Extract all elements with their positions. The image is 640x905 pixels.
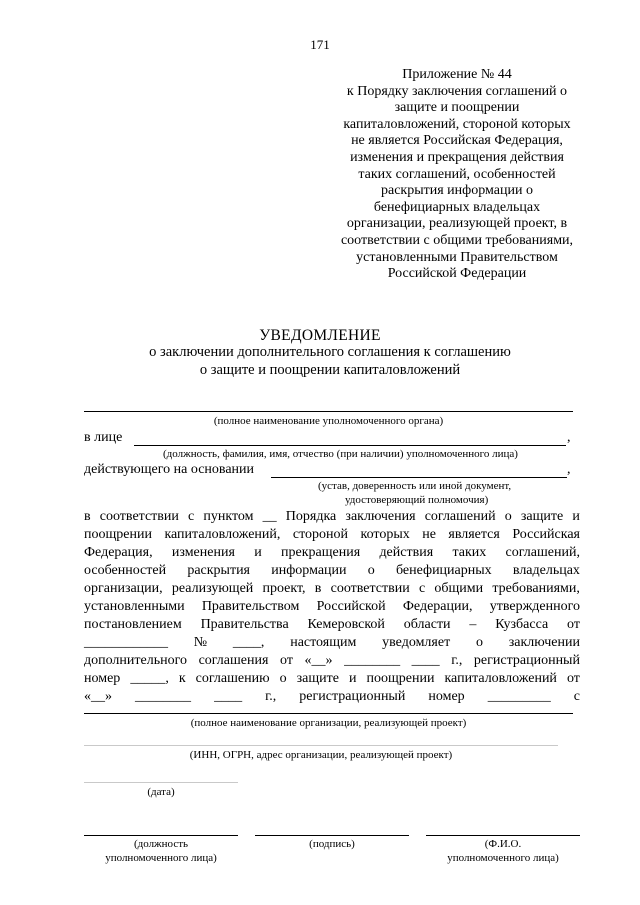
appendix-line: изменения и прекращения действия bbox=[350, 149, 564, 165]
appendix-line: организации, реализующей проект, в bbox=[346, 216, 568, 232]
body-word: постановлением bbox=[84, 617, 182, 632]
body-word: бенефициарных bbox=[395, 563, 492, 578]
body-word: области bbox=[403, 617, 451, 632]
basis-caption-2: удостоверяющий полномочия) bbox=[345, 494, 489, 506]
body-word: общими bbox=[434, 581, 484, 596]
body-line bbox=[84, 598, 580, 616]
body-word: ____, bbox=[232, 635, 265, 650]
fio-line[interactable] bbox=[426, 835, 580, 836]
body-word: регистрационный bbox=[299, 689, 406, 704]
body-word: Российская bbox=[512, 527, 580, 542]
date-caption: (дата) bbox=[147, 786, 175, 798]
body-word: в bbox=[84, 509, 91, 524]
body-word: и bbox=[254, 545, 262, 560]
body-word: ________ bbox=[344, 653, 401, 668]
appendix-line: соответствии с общими требованиями, bbox=[340, 232, 574, 248]
body-word: Правительством bbox=[201, 599, 300, 614]
authority-name-line[interactable] bbox=[84, 411, 573, 412]
body-word: информации bbox=[271, 563, 347, 578]
body-word: о bbox=[475, 635, 483, 650]
basis-caption-1: (устав, доверенность или иной документ, bbox=[318, 480, 512, 492]
body-word: реализующей bbox=[171, 581, 254, 596]
body-word: капиталовложений bbox=[444, 671, 557, 686]
body-word: «__» bbox=[84, 689, 112, 704]
body-word: г., bbox=[451, 653, 463, 668]
body-line bbox=[84, 652, 580, 670]
body-word: ____________ bbox=[84, 635, 168, 650]
fio-caption-1: (Ф.И.О. bbox=[484, 838, 522, 850]
organization-name-caption: (полное наименование организации, реализующей проект) bbox=[190, 717, 467, 729]
appendix-line: защите и поощрении bbox=[394, 100, 520, 116]
comma: , bbox=[567, 430, 571, 445]
subtitle-line: о защите и поощрении капиталовложений bbox=[199, 361, 461, 378]
body-word: является bbox=[448, 527, 500, 542]
appendix-heading bbox=[322, 67, 592, 283]
subtitle-line: о заключении дополнительного соглашения к соглашению bbox=[149, 344, 511, 360]
organization-details-line[interactable] bbox=[84, 745, 558, 746]
body-word: и bbox=[348, 671, 357, 686]
body-word: номер bbox=[84, 671, 121, 686]
body-word: о bbox=[504, 509, 512, 524]
body-word: о bbox=[367, 563, 375, 578]
body-word: Федерации, bbox=[402, 599, 473, 614]
body-word: и bbox=[572, 509, 580, 524]
body-word: ____ bbox=[214, 689, 243, 704]
date-line[interactable] bbox=[84, 782, 238, 783]
position-line[interactable] bbox=[84, 835, 238, 836]
body-word: заключении bbox=[508, 635, 580, 650]
body-word: установленными bbox=[84, 599, 185, 614]
body-word: № bbox=[193, 635, 208, 650]
body-word: с bbox=[188, 509, 195, 524]
body-word: соглашению bbox=[195, 671, 270, 686]
position-caption-1: (должность bbox=[133, 838, 189, 850]
body-line bbox=[84, 544, 580, 562]
body-word: номер bbox=[428, 689, 465, 704]
body-word: настоящим bbox=[290, 635, 357, 650]
body-word: защите bbox=[296, 671, 339, 686]
appendix-line: установленными Правительством bbox=[356, 249, 558, 265]
body-word: соглашения bbox=[198, 653, 269, 668]
body-word: «__» bbox=[304, 653, 333, 668]
in-person-label: в лице bbox=[84, 430, 123, 445]
position-caption-2: уполномоченного лица) bbox=[105, 852, 217, 864]
body-word: о bbox=[279, 671, 287, 686]
organization-name-line[interactable] bbox=[84, 713, 573, 714]
body-word: с bbox=[573, 689, 580, 704]
body-word: к bbox=[178, 671, 186, 686]
person-caption: (должность, фамилия, имя, отчество (при наличии) уполномоченного лица) bbox=[163, 448, 518, 460]
authority-caption: (полное наименование уполномоченного органа) bbox=[213, 415, 444, 427]
body-line bbox=[84, 526, 580, 544]
body-word: пунктом bbox=[203, 509, 254, 524]
body-word: проект, bbox=[262, 581, 306, 596]
body-word: изменения bbox=[171, 545, 235, 560]
body-word: утвержденного bbox=[489, 599, 580, 614]
body-word: стороной bbox=[292, 527, 349, 542]
body-word: г., bbox=[265, 689, 277, 704]
body-line bbox=[84, 508, 580, 526]
body-paragraph bbox=[84, 508, 580, 706]
body-line bbox=[84, 616, 580, 634]
comma: , bbox=[567, 462, 571, 477]
appendix-line: к Порядку заключения соглашений о bbox=[346, 83, 568, 99]
body-word: от bbox=[566, 671, 580, 686]
body-word: уведомляет bbox=[382, 635, 451, 650]
body-word: раскрытия bbox=[187, 563, 250, 578]
body-word: защите bbox=[520, 509, 564, 524]
body-word: Порядка bbox=[285, 509, 337, 524]
body-line bbox=[84, 562, 580, 580]
body-word: от bbox=[280, 653, 293, 668]
body-word: дополнительного bbox=[84, 653, 187, 668]
basis-line[interactable] bbox=[271, 477, 567, 478]
body-word: особенностей bbox=[84, 563, 167, 578]
body-word: Правительства bbox=[200, 617, 289, 632]
body-word: __ bbox=[262, 509, 277, 524]
organization-details-caption: (ИНН, ОГРН, адрес организации, реализующей проект) bbox=[189, 749, 453, 761]
body-word: поощрении bbox=[366, 671, 435, 686]
body-word: Кузбасса bbox=[495, 617, 549, 632]
body-line bbox=[84, 670, 580, 688]
body-word: капиталовложений, bbox=[164, 527, 281, 542]
body-word: не bbox=[422, 527, 436, 542]
body-word: которых bbox=[360, 527, 410, 542]
appendix-line: бенефициарных владельцах bbox=[373, 199, 541, 215]
document-subtitle bbox=[0, 344, 640, 379]
body-word: соответствии bbox=[99, 509, 179, 524]
document-title: УВЕДОМЛЕНИЕ bbox=[259, 327, 381, 344]
body-word: требованиями, bbox=[492, 581, 580, 596]
body-word: владельцах bbox=[512, 563, 580, 578]
body-line bbox=[84, 688, 580, 706]
appendix-line: Российской Федерации bbox=[387, 266, 527, 282]
body-word: ________ bbox=[135, 689, 192, 704]
fio-caption-2: уполномоченного лица) bbox=[447, 852, 559, 864]
body-word: от bbox=[567, 617, 580, 632]
body-word: в bbox=[314, 581, 322, 596]
body-word: Федерация, bbox=[84, 545, 153, 560]
body-word: – bbox=[469, 617, 477, 632]
body-word: организации, bbox=[84, 581, 163, 596]
body-word: с bbox=[418, 581, 426, 596]
basis-label: действующего на основании bbox=[84, 462, 255, 477]
appendix-line: таких соглашений, особенностей bbox=[358, 166, 556, 182]
body-word: ____ bbox=[411, 653, 440, 668]
appendix-line: капиталовложений, стороной которых bbox=[343, 116, 571, 132]
signature-line[interactable] bbox=[255, 835, 409, 836]
body-word: Кемеровской bbox=[307, 617, 385, 632]
body-word: _____, bbox=[130, 671, 169, 686]
body-line bbox=[84, 634, 580, 652]
body-line bbox=[84, 580, 580, 598]
body-word: регистрационный bbox=[473, 653, 580, 668]
body-word: соответствии bbox=[330, 581, 410, 596]
person-line[interactable] bbox=[134, 445, 566, 446]
body-word: соглашений bbox=[424, 509, 496, 524]
body-word: прекращения bbox=[281, 545, 361, 560]
signature-caption: (подпись) bbox=[309, 838, 355, 850]
body-word: заключения bbox=[345, 509, 416, 524]
body-word: соглашений, bbox=[505, 545, 580, 560]
body-word: таких bbox=[452, 545, 487, 560]
body-word: действия bbox=[379, 545, 434, 560]
body-word: Российской bbox=[316, 599, 386, 614]
appendix-line: раскрытия информации о bbox=[381, 183, 533, 199]
appendix-line: не является Российская Федерация, bbox=[351, 133, 563, 149]
page-number: 171 bbox=[310, 37, 330, 52]
body-word: поощрении bbox=[84, 527, 152, 542]
body-word: _________ bbox=[487, 689, 551, 704]
appendix-line: Приложение № 44 bbox=[402, 67, 512, 82]
